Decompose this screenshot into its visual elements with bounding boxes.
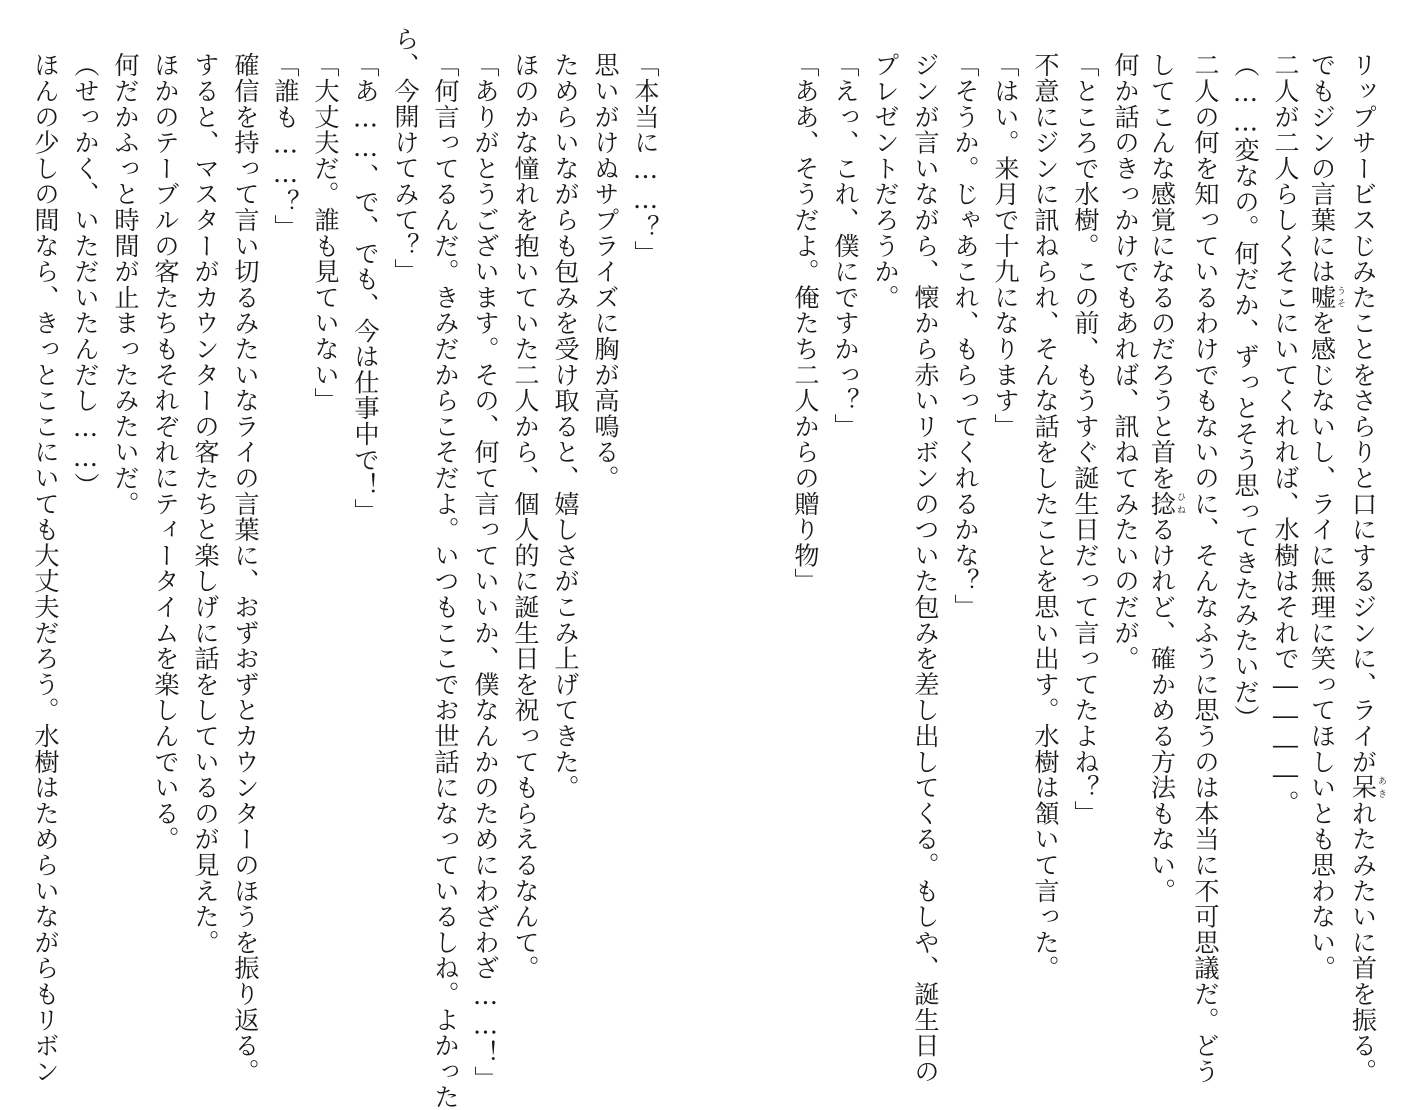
text-line: 確信を持って言い切るみたいなライの言葉に、おずおずとカウンターのほうを振り返る。 xyxy=(231,52,260,1084)
text-line: 「誰も……？」 xyxy=(271,52,300,241)
text-line: 「大丈夫だ。誰も見ていない」 xyxy=(311,52,340,414)
text-line: ほんの少しの間なら、きっとここにいても大丈夫だろう。水樹はためらいながらもリボン xyxy=(31,52,60,1084)
text-line: してこんな感覚になるのだろうと首を捻ひねるけれど、確かめる方法もない。 xyxy=(1147,52,1185,904)
text-line: 何か話のきっかけでもあれば、訊ねてみたいのだが。 xyxy=(1111,52,1140,672)
text-line: すると、マスターがカウンターの客たちと楽しげに話をしているのが見えた。 xyxy=(191,52,220,955)
text-line: （せっかく、いただいたんだし……） xyxy=(71,52,100,499)
text-line: 思いがけぬサプライズに胸が高鳴る。 xyxy=(591,52,620,491)
text-line: 何だかふっと時間が止まったみたいだ。 xyxy=(111,52,140,517)
text-line: 二人が二人らしくそこにいてくれれば、水樹はそれで――――。 xyxy=(1271,52,1300,816)
text-line: ほかのテーブルの客たちもそれぞれにティータイムを楽しんでいる。 xyxy=(151,52,180,852)
text-line: でもジンの言葉には嘘うそを感じないし、ライに無理に笑ってほしいとも思わない。 xyxy=(1307,52,1345,981)
text-line: 不意にジンに訊ねられ、そんな話をしたことを思い出す。水樹は頷いて言った。 xyxy=(1031,52,1060,981)
text-line: ら、今開けてみて？」 xyxy=(391,26,420,284)
text-line: （……変なの。何だか、ずっとそう思ってきたみたいだ） xyxy=(1231,52,1260,731)
text-line: 「ああ、そうだよ。俺たち二人からの贈り物」 xyxy=(791,52,820,594)
text-line: 「えっ、これ、僕にですかっ？」 xyxy=(831,52,860,439)
text-line: 「あ……、で、でも、今は仕事中で！」 xyxy=(351,52,380,524)
text-line: 「何言ってるんだ。きみだからこそだよ。いつもここでお世話になっているしね。よかった xyxy=(431,52,460,1110)
text-line: 「はい。来月で十九になります」 xyxy=(991,52,1020,439)
text-line: 「ありがとうございます。その、何て言っていいか、僕なんかのためにわざわざ……！」 xyxy=(471,52,500,1092)
text-line: リップサービスじみたことをさらりと口にするジンに、ライが呆あきれたみたいに首を振る。 xyxy=(1348,52,1386,1085)
text-line: プレゼントだろうか。 xyxy=(871,52,900,310)
text-line: ジンが言いながら、懐から赤いリボンのついた包みを差し出してくる。もしや、誕生日の xyxy=(911,52,940,1084)
text-line: ためらいながらも包みを受け取ると、嬉しさがこみ上げてきた。 xyxy=(551,52,580,801)
text-line: 「そうか。じゃあこれ、もらってくれるかな？」 xyxy=(951,52,980,620)
text-line: 「本当に……？」 xyxy=(631,52,660,266)
text-line: ほのかな憧れを抱いていた二人から、個人的に誕生日を祝ってもらえるなんて。 xyxy=(511,52,540,981)
text-line: 二人の何を知っているわけでもないのに、そんなふうに思うのは本当に不可思議だ。どう xyxy=(1191,52,1220,1084)
text-line: 「ところで水樹。この前、もうすぐ誕生日だって言ってたよね？」 xyxy=(1071,52,1100,826)
